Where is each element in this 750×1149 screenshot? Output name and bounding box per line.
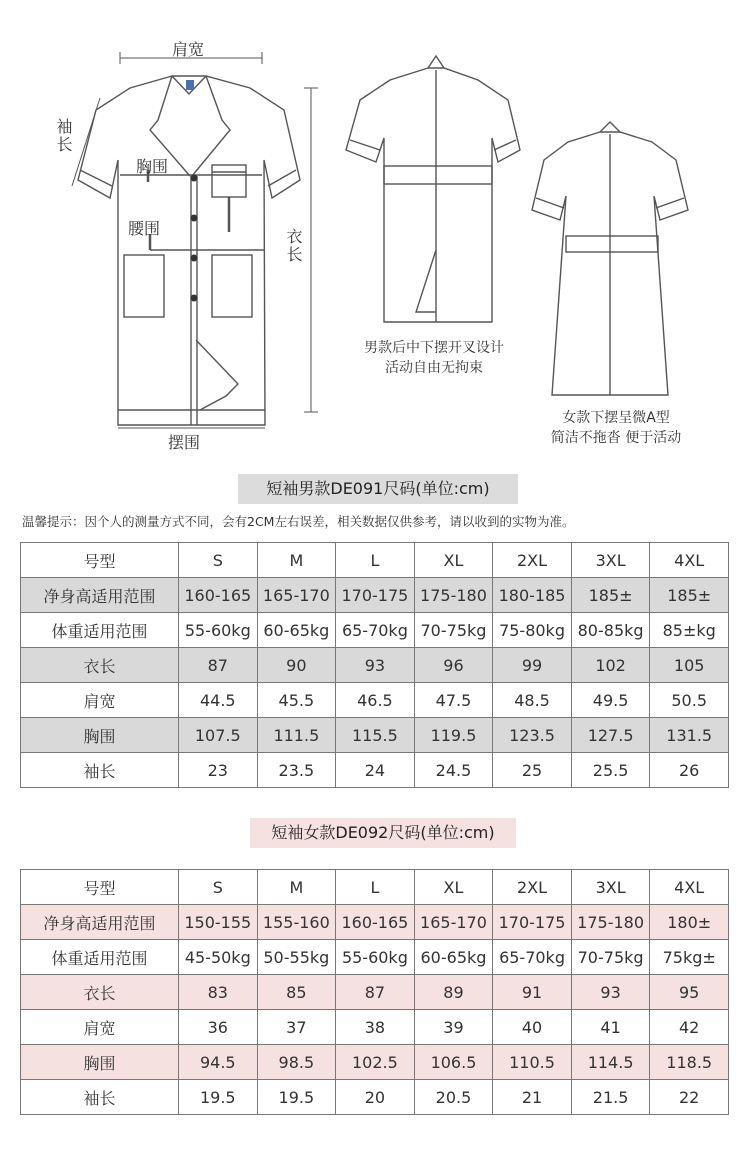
header-cell: S bbox=[179, 870, 258, 905]
table-cell: 89 bbox=[414, 975, 493, 1010]
table-cell: 40 bbox=[493, 1010, 572, 1045]
table-cell: 80-85kg bbox=[571, 613, 650, 648]
row-label: 胸围 bbox=[21, 718, 179, 753]
table-cell: 23 bbox=[179, 753, 258, 788]
row-label: 胸围 bbox=[21, 1045, 179, 1080]
waist-label: 腰围 bbox=[128, 219, 161, 238]
table-cell: 20 bbox=[336, 1080, 415, 1115]
table-cell: 44.5 bbox=[179, 683, 258, 718]
row-label: 肩宽 bbox=[21, 1010, 179, 1045]
table-cell: 123.5 bbox=[493, 718, 572, 753]
table-row bbox=[21, 648, 729, 683]
table-cell: 150-155 bbox=[179, 905, 258, 940]
table-row bbox=[21, 1045, 729, 1080]
header-cell: M bbox=[257, 870, 336, 905]
male-caption-line2: 活动自由无拘束 bbox=[385, 360, 483, 376]
header-cell: XL bbox=[414, 870, 493, 905]
table-cell: 114.5 bbox=[571, 1045, 650, 1080]
table-header-row bbox=[21, 543, 729, 578]
table-cell: 48.5 bbox=[493, 683, 572, 718]
table-cell: 26 bbox=[650, 753, 729, 788]
table-cell: 95 bbox=[650, 975, 729, 1010]
table-cell: 21.5 bbox=[571, 1080, 650, 1115]
table-cell: 110.5 bbox=[493, 1045, 572, 1080]
header-cell: S bbox=[179, 543, 258, 578]
table-cell: 65-70kg bbox=[336, 613, 415, 648]
table-cell: 22 bbox=[650, 1080, 729, 1115]
table-cell: 87 bbox=[336, 975, 415, 1010]
table-cell: 42 bbox=[650, 1010, 729, 1045]
header-cell: 号型 bbox=[21, 543, 179, 578]
table-cell: 105 bbox=[650, 648, 729, 683]
header-cell: L bbox=[336, 870, 415, 905]
table-cell: 119.5 bbox=[414, 718, 493, 753]
table-cell: 38 bbox=[336, 1010, 415, 1045]
table-cell: 20.5 bbox=[414, 1080, 493, 1115]
table-cell: 70-75kg bbox=[414, 613, 493, 648]
table-cell: 75kg± bbox=[650, 940, 729, 975]
table-cell: 41 bbox=[571, 1010, 650, 1045]
table-row bbox=[21, 940, 729, 975]
table-cell: 175-180 bbox=[414, 578, 493, 613]
table-cell: 85±kg bbox=[650, 613, 729, 648]
table-cell: 50.5 bbox=[650, 683, 729, 718]
table-cell: 102 bbox=[571, 648, 650, 683]
row-label: 袖长 bbox=[21, 753, 179, 788]
table-row bbox=[21, 613, 729, 648]
header-cell: 3XL bbox=[571, 543, 650, 578]
header-cell: 4XL bbox=[650, 870, 729, 905]
table-cell: 106.5 bbox=[414, 1045, 493, 1080]
chest-label: 胸围 bbox=[136, 157, 169, 176]
table-cell: 83 bbox=[179, 975, 258, 1010]
table-cell: 180± bbox=[650, 905, 729, 940]
header-cell: L bbox=[336, 543, 415, 578]
women-size-table bbox=[20, 869, 729, 1115]
header-cell: XL bbox=[414, 543, 493, 578]
table-row bbox=[21, 683, 729, 718]
men-table-title: 短袖男款DE091尺码(单位:cm) bbox=[238, 474, 518, 504]
men-size-table bbox=[20, 542, 729, 788]
row-label: 袖长 bbox=[21, 1080, 179, 1115]
table-cell: 75-80kg bbox=[493, 613, 572, 648]
table-cell: 165-170 bbox=[257, 578, 336, 613]
table-cell: 19.5 bbox=[257, 1080, 336, 1115]
table-cell: 98.5 bbox=[257, 1045, 336, 1080]
table-cell: 85 bbox=[257, 975, 336, 1010]
header-cell: 号型 bbox=[21, 870, 179, 905]
garment-drawings bbox=[0, 0, 750, 465]
table-cell: 23.5 bbox=[257, 753, 336, 788]
table-row bbox=[21, 1080, 729, 1115]
header-cell: M bbox=[257, 543, 336, 578]
length-label: 衣长 bbox=[284, 228, 303, 264]
table-cell: 185± bbox=[650, 578, 729, 613]
table-cell: 65-70kg bbox=[493, 940, 572, 975]
table-cell: 91 bbox=[493, 975, 572, 1010]
table-cell: 160-165 bbox=[336, 905, 415, 940]
female-caption-line1: 女款下摆呈微A型 bbox=[562, 410, 670, 426]
female-caption-line2: 简洁不拖沓 便于活动 bbox=[550, 430, 682, 446]
back-male-drawing bbox=[346, 56, 520, 322]
table-cell: 107.5 bbox=[179, 718, 258, 753]
table-cell: 25 bbox=[493, 753, 572, 788]
table-cell: 87 bbox=[179, 648, 258, 683]
table-cell: 102.5 bbox=[336, 1045, 415, 1080]
table-cell: 96 bbox=[414, 648, 493, 683]
table-cell: 70-75kg bbox=[571, 940, 650, 975]
table-cell: 55-60kg bbox=[179, 613, 258, 648]
table-cell: 24 bbox=[336, 753, 415, 788]
table-cell: 165-170 bbox=[414, 905, 493, 940]
table-header-row bbox=[21, 870, 729, 905]
table-cell: 39 bbox=[414, 1010, 493, 1045]
table-cell: 21 bbox=[493, 1080, 572, 1115]
table-cell: 115.5 bbox=[336, 718, 415, 753]
table-cell: 93 bbox=[571, 975, 650, 1010]
table-cell: 175-180 bbox=[571, 905, 650, 940]
table-cell: 47.5 bbox=[414, 683, 493, 718]
table-cell: 25.5 bbox=[571, 753, 650, 788]
header-cell: 4XL bbox=[650, 543, 729, 578]
table-cell: 60-65kg bbox=[414, 940, 493, 975]
row-label: 净身高适用范围 bbox=[21, 905, 179, 940]
table-cell: 118.5 bbox=[650, 1045, 729, 1080]
table-row bbox=[21, 578, 729, 613]
table-row bbox=[21, 975, 729, 1010]
male-caption-line1: 男款后中下摆开叉设计 bbox=[364, 340, 504, 356]
shoulder-label: 肩宽 bbox=[172, 40, 205, 59]
row-label: 体重适用范围 bbox=[21, 940, 179, 975]
row-label: 肩宽 bbox=[21, 683, 179, 718]
hem-label: 摆围 bbox=[168, 433, 201, 452]
table-cell: 36 bbox=[179, 1010, 258, 1045]
table-cell: 170-175 bbox=[493, 905, 572, 940]
male-caption bbox=[344, 338, 524, 378]
sleeve-label: 袖长 bbox=[54, 118, 73, 154]
table-cell: 127.5 bbox=[571, 718, 650, 753]
table-cell: 93 bbox=[336, 648, 415, 683]
measurement-note: 温馨提示：因个人的测量方式不同，会有2CM左右误差，相关数据仅供参考，请以收到的实物为准。 bbox=[22, 514, 575, 529]
header-cell: 2XL bbox=[493, 543, 572, 578]
table-cell: 19.5 bbox=[179, 1080, 258, 1115]
table-cell: 185± bbox=[571, 578, 650, 613]
row-label: 净身高适用范围 bbox=[21, 578, 179, 613]
table-cell: 160-165 bbox=[179, 578, 258, 613]
header-cell: 3XL bbox=[571, 870, 650, 905]
table-cell: 60-65kg bbox=[257, 613, 336, 648]
table-cell: 111.5 bbox=[257, 718, 336, 753]
table-cell: 45.5 bbox=[257, 683, 336, 718]
table-cell: 45-50kg bbox=[179, 940, 258, 975]
table-row bbox=[21, 1010, 729, 1045]
table-row bbox=[21, 905, 729, 940]
row-label: 衣长 bbox=[21, 975, 179, 1010]
table-cell: 155-160 bbox=[257, 905, 336, 940]
table-cell: 24.5 bbox=[414, 753, 493, 788]
table-cell: 50-55kg bbox=[257, 940, 336, 975]
back-female-drawing bbox=[532, 122, 688, 395]
header-cell: 2XL bbox=[493, 870, 572, 905]
table-cell: 55-60kg bbox=[336, 940, 415, 975]
table-cell: 94.5 bbox=[179, 1045, 258, 1080]
table-cell: 49.5 bbox=[571, 683, 650, 718]
table-row bbox=[21, 718, 729, 753]
table-cell: 46.5 bbox=[336, 683, 415, 718]
table-cell: 99 bbox=[493, 648, 572, 683]
row-label: 衣长 bbox=[21, 648, 179, 683]
table-cell: 180-185 bbox=[493, 578, 572, 613]
table-cell: 90 bbox=[257, 648, 336, 683]
row-label: 体重适用范围 bbox=[21, 613, 179, 648]
table-cell: 37 bbox=[257, 1010, 336, 1045]
female-caption bbox=[526, 408, 706, 448]
table-cell: 170-175 bbox=[336, 578, 415, 613]
table-row bbox=[21, 753, 729, 788]
front-coat-drawing bbox=[78, 76, 300, 425]
garment-illustration bbox=[0, 0, 750, 465]
table-cell: 131.5 bbox=[650, 718, 729, 753]
women-table-title: 短袖女款DE092尺码(单位:cm) bbox=[250, 818, 516, 848]
